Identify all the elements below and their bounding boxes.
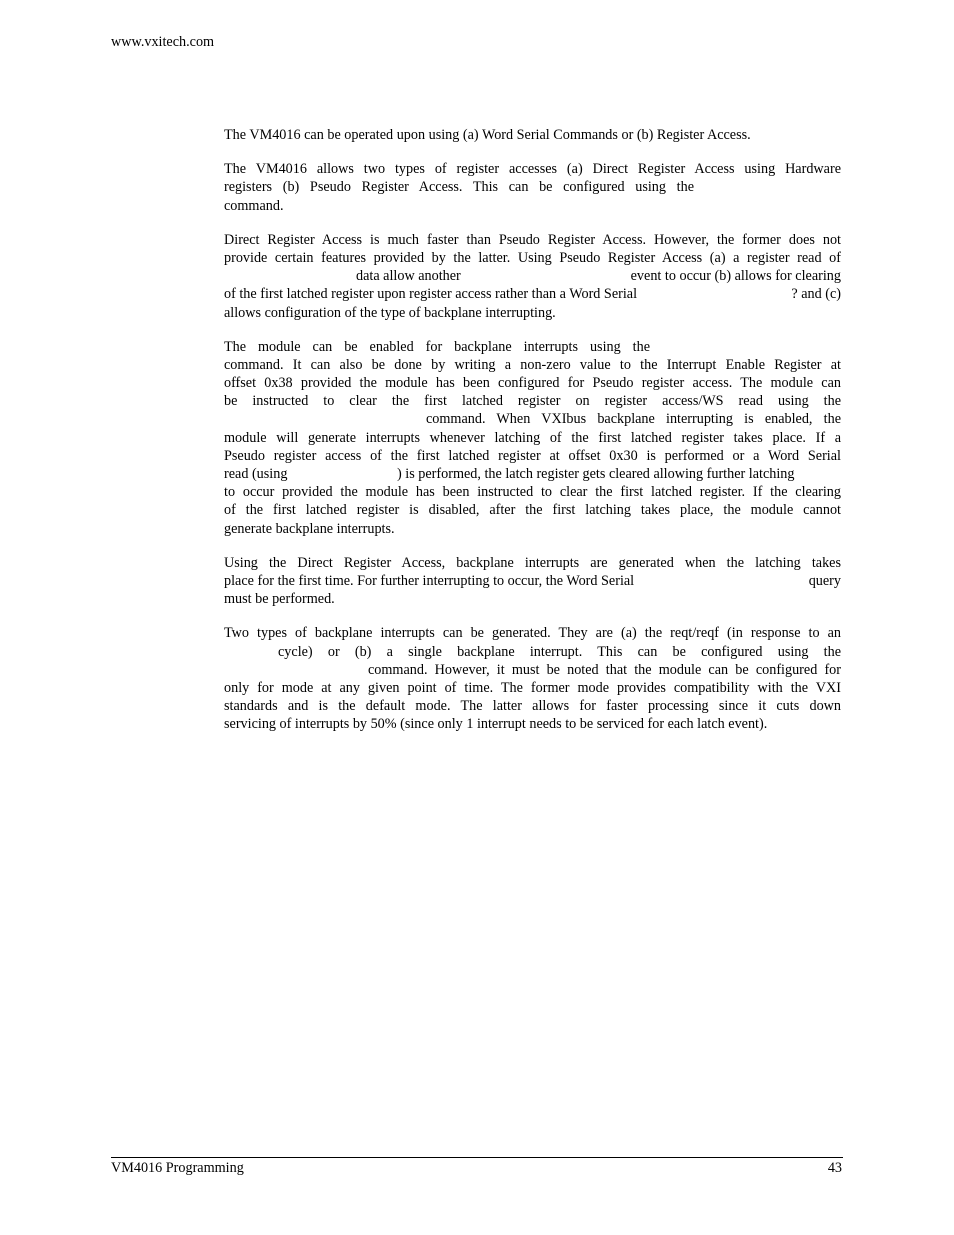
text-line	[224, 178, 694, 196]
text-line	[224, 410, 841, 428]
text-span: cycle) or (b) a single backplane interrupt. This can be configured using the	[278, 643, 841, 660]
paragraph-direct-vs-pseudo	[224, 231, 841, 322]
header-url: www.vxitech.com	[111, 34, 215, 50]
text-line: generate backplane interrupts.	[224, 520, 395, 537]
text-span: registers (b) Pseudo Register Access. This can be configured using the	[224, 179, 694, 196]
text-span: ) is performed, the latch register gets cleared allowing further latching	[397, 466, 795, 482]
text-line: module will generate interrupts whenever latching of the first latched register takes place. If a	[224, 429, 841, 446]
text-line: Direct Register Access is much faster than Pseudo Register Access. However, the former does not	[224, 231, 841, 248]
text-span: ? and (c)	[791, 286, 841, 303]
text-line	[224, 572, 841, 590]
text-line	[224, 661, 841, 679]
text-span: event to occur (b) allows for clearing	[630, 268, 841, 285]
page-number: 43	[827, 1160, 842, 1176]
text-line: command.	[224, 197, 284, 214]
footer-divider	[111, 1157, 843, 1158]
text-span: command. However, it must be noted that the module can be configured for	[368, 661, 841, 678]
paragraph-register-access-types	[224, 160, 841, 215]
text-line: The VM4016 can be operated upon using (a) Word Serial Commands or (b) Register Access.	[224, 127, 751, 143]
paragraph-direct-register-interrupts	[224, 554, 841, 609]
text-line: only for mode at any given point of time. The former mode provides compatibility with the VXI	[224, 679, 841, 696]
text-line: standards and is the default mode. The latter allows for faster processing since it cuts down	[224, 698, 841, 715]
text-line	[224, 267, 841, 285]
text-line	[224, 285, 841, 303]
paragraph-interrupt-types	[224, 624, 841, 733]
text-line: Using the Direct Register Access, backplane interrupts are generated when the latching takes	[224, 554, 841, 571]
text-line	[224, 338, 650, 356]
text-line	[224, 465, 841, 483]
paragraph-backplane-interrupts	[224, 338, 841, 538]
text-span: place for the first time. For further interrupting to occur, the Word Serial	[224, 572, 635, 589]
text-span: data allow another	[356, 268, 461, 285]
text-line: of the first latched register is disabled, after the first latching takes place, the module cannot	[224, 502, 841, 519]
text-line: must be performed.	[224, 591, 335, 608]
text-line: The VM4016 allows two types of register accesses (a) Direct Register Access using Hardware	[224, 161, 841, 178]
text-line: to occur provided the module has been instructed to clear the first latched register. If the clearing	[224, 484, 841, 501]
text-span: query	[808, 572, 841, 589]
text-line: provide certain features provided by the latter. Using Pseudo Register Access (a) a register read of	[224, 249, 841, 266]
body-text	[224, 126, 841, 749]
text-line: Two types of backplane interrupts can be generated. They are (a) the reqt/reqf (in response to an	[224, 625, 841, 642]
text-line: Pseudo register access of the first latched register at offset 0x30 is performed or a Word Serial	[224, 447, 841, 464]
text-line: servicing of interrupts by 50% (since only 1 interrupt needs to be serviced for each latch event).	[224, 716, 768, 733]
text-line: be instructed to clear the first latched register on register access/WS read using the	[224, 393, 841, 410]
text-line: offset 0x38 provided the module has been configured for Pseudo register access. The module can	[224, 375, 841, 392]
footer-title: VM4016 Programming	[111, 1160, 244, 1176]
text-line: command. It can also be done by writing a non-zero value to the Interrupt Enable Register at	[224, 356, 841, 373]
text-span: read (using	[224, 466, 288, 482]
text-span: command. When VXIbus backplane interrupting is enabled, the	[426, 411, 841, 428]
text-line	[224, 643, 841, 661]
text-span: of the first latched register upon register access rather than a Word Serial	[224, 286, 638, 303]
text-span: The module can be enabled for backplane interrupts using the	[224, 338, 650, 355]
text-line: allows configuration of the type of backplane interrupting.	[224, 304, 556, 321]
paragraph-operation-modes	[224, 126, 841, 144]
